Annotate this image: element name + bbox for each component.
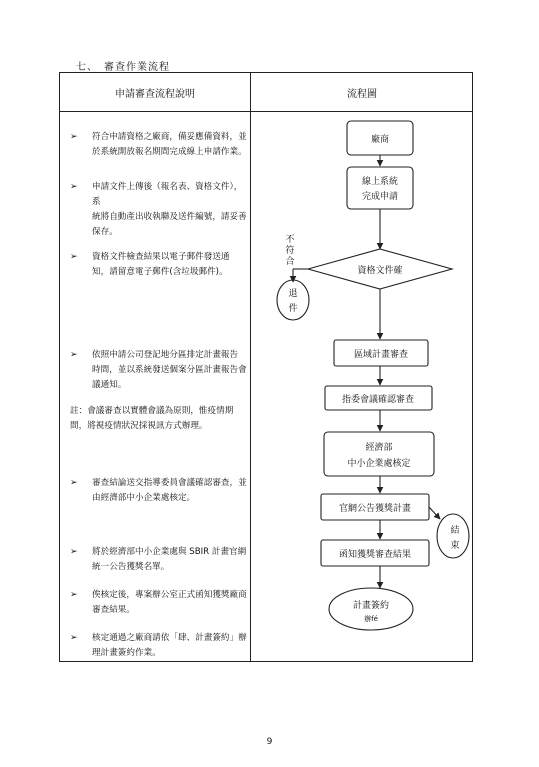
arrow-bullet-icon: ➢: [70, 547, 78, 557]
arrow-bullet-icon: ➢: [70, 590, 78, 600]
notify-label: 函知獲獎審查結果: [338, 550, 412, 560]
left-column-header: 申請審查流程說明: [115, 89, 195, 100]
end-node: [437, 514, 469, 558]
arrow-bullet-icon: ➢: [70, 182, 78, 192]
vendor-label: 廠商: [370, 135, 390, 145]
announce-label: 官網公告獲獎計畫: [338, 504, 412, 514]
step-text: 審查結論送交指導委員會議確認審查，並 由經濟部中小企業處核定。: [92, 478, 247, 503]
arrow-bullet-icon: ➢: [70, 132, 78, 142]
step-text: 符合申請資格之廠商，備妥應備資料，並 於系統開放報名期間完成線上申請作業。: [92, 132, 247, 157]
reject-label-2: 件: [288, 304, 298, 314]
moea-label-2: 中小企業處核定: [347, 459, 411, 469]
right-column-header: 流程圖: [347, 89, 377, 100]
moea-approval-node: [324, 432, 434, 476]
step-text: 俟核定後，專案辦公室正式函知獲獎廠商 審查結果。: [92, 590, 247, 615]
online-apply-node: [347, 167, 413, 209]
note: 註：會議審查以實體會議為原則，惟疫情期 間，將視疫情狀況採視訊方式辦理。: [70, 406, 234, 431]
step-text: 核定通過之廠商請依「肆、計畫簽約」辦 理計畫簽約作業。: [92, 633, 247, 658]
end-label-2: 束: [450, 541, 460, 551]
arrow-bullet-icon: ➢: [70, 478, 78, 488]
arrow-bullet-icon: ➢: [70, 633, 78, 643]
step-text: 依照申請公司登記地分區排定計畫報告 時間，並以系統發送個案分區計畫報告會 議通知。: [92, 350, 247, 390]
contract-label-1: 計畫簽約: [352, 601, 390, 611]
step-text: 資格文件檢查結果以電子郵件發送通 知，請留意電子郵件(含垃圾郵件)。: [92, 252, 230, 277]
reject-label-1: 退: [288, 289, 298, 299]
committee-confirm-label: 指委會議確認審查: [341, 395, 415, 405]
page-number: 9: [266, 737, 273, 747]
end-label-1: 結: [450, 526, 460, 536]
online-apply-label-1: 線上系統: [361, 177, 399, 187]
arrow-bullet-icon: ➢: [70, 252, 78, 262]
step-text: 申請文件上傳後（報名表、資格文件），系 統將自動產出收執聯及送件編號，請妥善 保存。: [92, 182, 247, 237]
arrow-bullet-icon: ➢: [70, 350, 78, 360]
regional-review-label: 區域計畫審查: [353, 350, 409, 360]
contract-label-2: 辦fé: [364, 615, 378, 623]
step-text: 將於經濟部中小企業處與 SBIR 計畫官網 統一公告獲獎名單。: [92, 547, 247, 572]
section-title: 七、 審查作業流程: [76, 62, 170, 73]
moea-label-1: 經濟部: [365, 443, 393, 453]
online-apply-label-2: 完成申請: [361, 192, 399, 202]
doc-check-label: 資格文件確: [357, 266, 403, 276]
not-match-label-3: 合: [285, 257, 295, 267]
not-match-label-2: 符: [285, 246, 295, 256]
reject-node: [277, 280, 309, 320]
not-match-label-1: 不: [285, 235, 295, 245]
